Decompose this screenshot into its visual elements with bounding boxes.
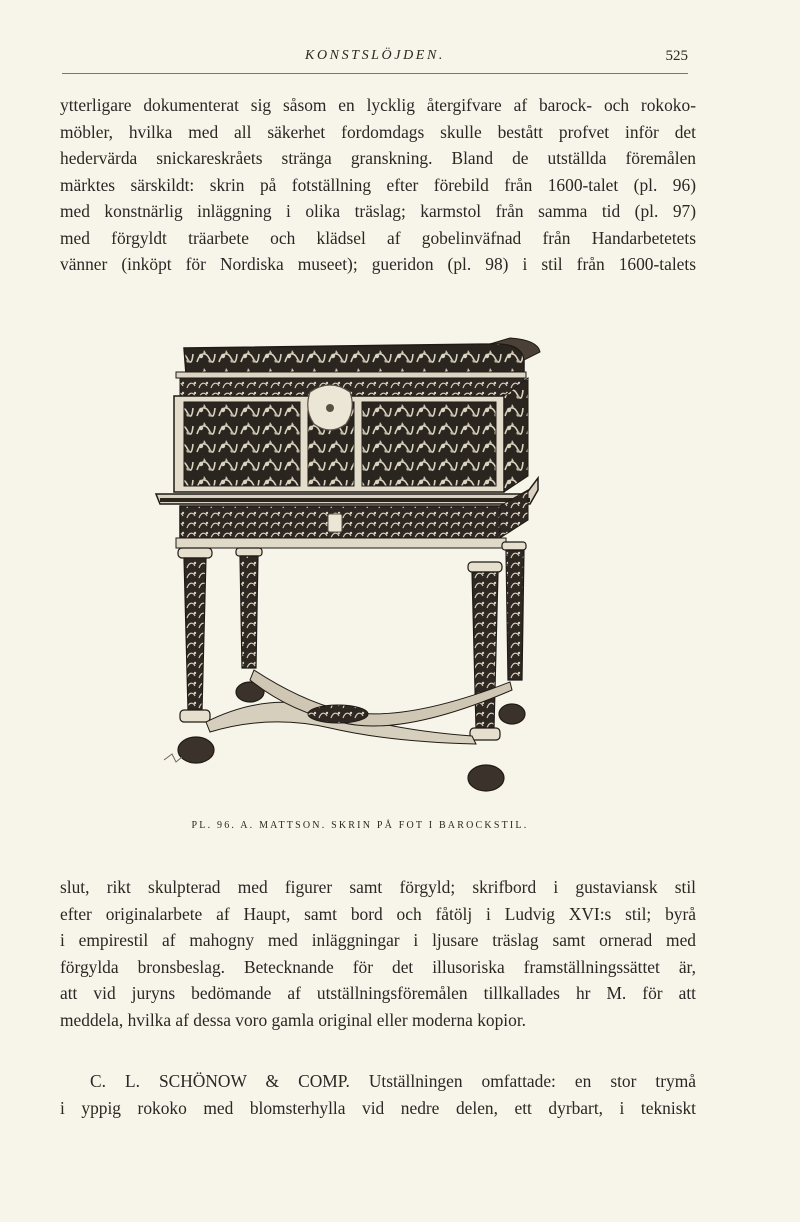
text-line: märktes särskildt: skrin på fotställning efter förebild från 1600-talet (pl. 96) [60, 174, 696, 195]
running-title: KONSTSLÖJDEN. [305, 48, 445, 63]
text-line: med förgyldt träarbete och klädsel af gobelinväfnad från Handarbetetets [60, 227, 696, 248]
text-line: vänner (inköpt för Nordiska museet); gueridon (pl. 98) i stil från 1600-talets [60, 254, 696, 274]
paragraph-3 [60, 1068, 696, 1121]
text-line: slut, rikt skulpterad med figurer samt förgyld; skrifbord i gustaviansk stil [60, 877, 696, 897]
text-line: med konstnärlig inläggning i olika träslag; karmstol från samma tid (pl. 97) [60, 201, 696, 221]
text-line: att vid juryns bedömande af utställningsföremålen tillkallades hr M. för att [60, 983, 696, 1003]
text-line: C. L. SCHÖNOW & COMP. Utställningen omfattade: en stor trymå [90, 1071, 696, 1091]
text-line: i yppig rokoko med blomsterhylla vid nedre delen, ett dyrbart, i tekniskt [60, 1097, 696, 1118]
text-line: meddela, hvilka af dessa voro gamla original eller moderna kopior. [60, 1009, 527, 1030]
plate-caption: PL. 96. A. MATTSON. SKRIN PÅ FOT I BAROCKSTIL. [191, 820, 529, 831]
casket-on-stand-illustration [150, 330, 550, 800]
text-line: förgylda bronsbeslag. Betecknande för det illusoriska framställningssättet är, [60, 956, 696, 977]
paragraph-1 [60, 92, 696, 278]
running-head [62, 46, 688, 70]
page-number: 525 [665, 48, 688, 64]
text-line: i empirestil af mahogny med inläggningar i ljusare träslag samt ornerad med [60, 930, 696, 950]
text-line: möbler, hvilka med all säkerhet fordomdags skulle bestått profvet inför det [60, 121, 696, 142]
text-line: efter originalarbete af Haupt, samt bord och fåtölj i Ludvig XVI:s stil; byrå [60, 903, 696, 924]
text-line: hedervärda snickareskråets stränga granskning. Bland de utställda föremålen [60, 148, 696, 168]
header-rule [62, 73, 688, 74]
text-line: ytterligare dokumenterat sig såsom en lycklig återgifvare af barock- och rokoko- [60, 95, 696, 115]
paragraph-2 [60, 874, 696, 1033]
